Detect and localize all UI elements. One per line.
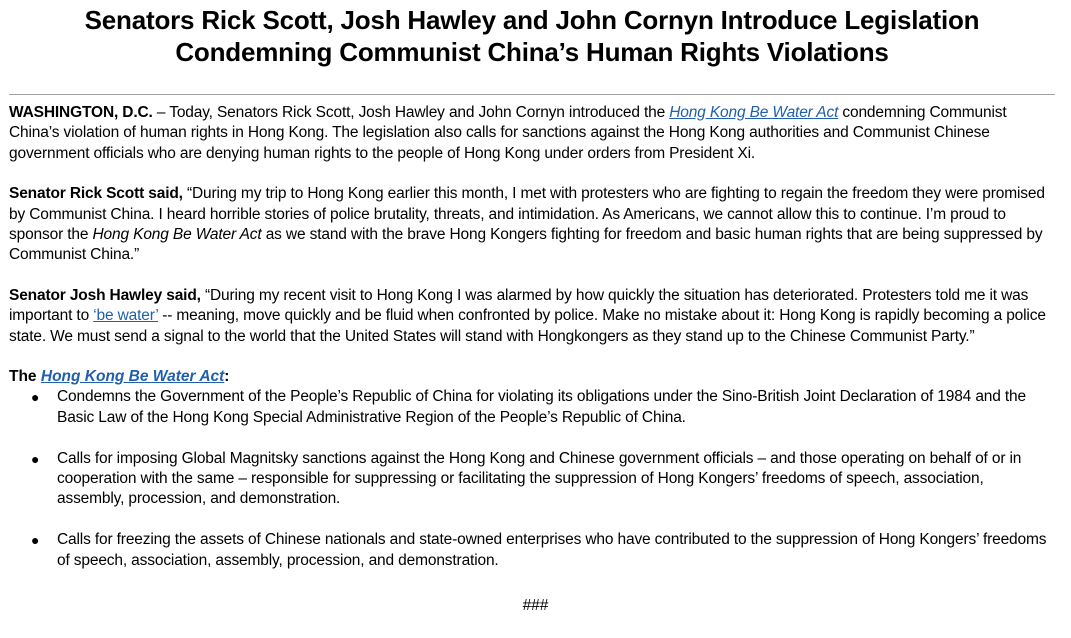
bullet-icon: ● (31, 532, 40, 549)
act-link-heading[interactable]: Hong Kong Be Water Act (40, 368, 225, 386)
bullet-icon: ● (31, 450, 40, 467)
act-provisions-list (9, 387, 1055, 571)
list-item (31, 530, 1055, 571)
hawley-quote-text-1: “During my recent visit to Hong Kong I was alarmed by how quickly the situation has deteriorated. Protesters told me it was important to (9, 286, 1029, 325)
hawley-quote-paragraph (9, 286, 1055, 347)
list-item (31, 449, 1055, 510)
bullet-icon: ● (31, 389, 40, 406)
hawley-quote-text-2: -- meaning, move quickly and be fluid when confronted by police. Make no mistake about it: Hong Kong is rapidly becoming a police state. We must send a signal to the world that the United States will stand with Hongkongers as they stand up to the Chinese Communist Party.” (9, 307, 1046, 345)
act-link-intro[interactable]: Hong Kong Be Water Act (669, 104, 839, 121)
scott-quote-act-name: Hong Kong Be Water Act (92, 226, 262, 244)
dateline: WASHINGTON, D.C. (9, 104, 153, 121)
list-item-text: Calls for freezing the assets of Chinese nationals and state-owned enterprises who have contributed to the suppression of Hong Kongers’ freedoms of speech, association, assembly, procession, and demonstration. (57, 531, 1047, 569)
title-line-1: Senators Rick Scott, Josh Hawley and John Cornyn Introduce Legislation (84, 5, 980, 35)
act-section-heading: The Hong Kong Be Water Act: (9, 368, 230, 386)
intro-paragraph (9, 103, 1055, 164)
list-item-text: Condemns the Government of the People’s Republic of China for violating its obligations under the Sino-British Joint Declaration of 1984 and the Basic Law of the Hong Kong Special Administrative Region of the People’s Republic of China. (57, 388, 1026, 426)
hawley-speaker: Senator Josh Hawley said, (9, 286, 201, 304)
be-water-link[interactable]: ‘be water’ (93, 307, 159, 325)
page-title (9, 4, 1055, 68)
scott-quote-text-2: as we stand with the brave Hong Kongers fighting for freedom and basic human rights that are being suppressed by Communist China.” (9, 226, 1043, 264)
press-release (9, 4, 1055, 591)
list-item-text: Calls for imposing Global Magnitsky sanctions against the Hong Kong and Chinese government officials – and those operating on behalf of or in cooperation with the same – responsible for suppressing or facilitating the suppression of Hong Kongers’ freedoms of speech, association, assembly, procession, and demonstration. (57, 449, 1022, 508)
list-item (31, 387, 1055, 428)
title-divider (9, 94, 1055, 95)
title-line-2: Condemning Communist China’s Human Rights Violations (175, 37, 889, 67)
end-mark: ### (522, 597, 549, 614)
scott-speaker: Senator Rick Scott said, (9, 185, 183, 203)
intro-text-1: – Today, Senators Rick Scott, Josh Hawley and John Cornyn introduced the (152, 104, 670, 121)
scott-quote-text-1: “During my trip to Hong Kong earlier this month, I met with protesters who are fighting to regain the freedom they were promised by Communist China. I heard horrible stories of police brutality, threats, and intimidation. As Americans, we cannot allow this to continue. I’m proud to sponsor the (9, 185, 1045, 244)
intro-text-2: condemning Communist China’s violation of human rights in Hong Kong. The legislation also calls for sanctions against the Hong Kong authorities and Communist Chinese government officials who are denying human rights to the people of Hong Kong under orders from President Xi. (9, 104, 1007, 162)
scott-quote-paragraph (9, 184, 1055, 266)
